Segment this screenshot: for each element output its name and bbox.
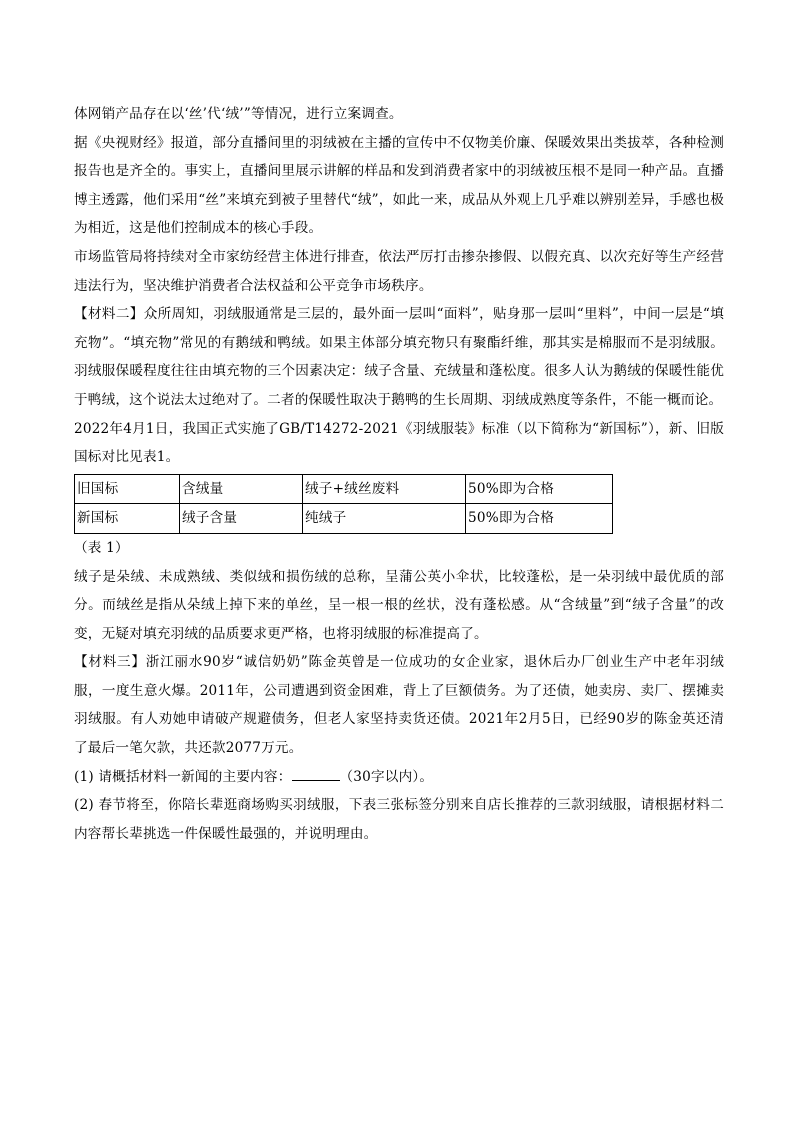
paragraph: 绒子是朵绒、未成熟绒、类似绒和损伤绒的总称，呈蒲公英小伞状，比较蓬松，是一朵羽绒中最优质的部分。而绒丝是指从朵绒上掉下来的单丝，呈一根一根的丝状，没有蓬松感。从“含绒量”到“绒子含量”的改变，无疑对填充羽绒的品质要求更严格，也将羽绒服的标准提高了。 (74, 568, 724, 642)
question-two: (2) 春节将至，你陪长辈逛商场购买羽绒服，下表三张标签分别来自店长推荐的三款羽绒服，请根据材料二内容帮长辈挑选一件保暖性最强的，并说明理由。 (74, 797, 724, 842)
question-one (74, 763, 724, 792)
paragraph-material-three: 【材料三】浙江丽水90岁“诚信奶奶”陈金英曾是一位成功的女企业家，退休后办厂创业生产中老年羽绒服，一度生意火爆。2011年，公司遭遇到资金困难，背上了巨额债务。为了还债，她卖房、卖厂、摆摊卖羽绒服。有人劝她申请破产规避债务，但老人家坚持卖货还债。2021年2月5日，已经90岁的陈金英还清了最后一笔欠款，共还款2077万元。 (74, 654, 724, 757)
table-caption: （表 1） (74, 539, 129, 556)
question-one-prefix: (1) 请概括材料一新闻的主要内容： (74, 768, 292, 785)
table-row (75, 504, 613, 534)
question-one-suffix: （30字以内）。 (339, 768, 434, 785)
table-cell: 含绒量 (180, 474, 303, 504)
table-cell: 纯绒子 (303, 504, 466, 534)
document-body (74, 100, 724, 848)
paragraph: 体网销产品存在以‘丝’代‘绒’”等情况，进行立案调查。 (74, 106, 403, 122)
table-cell: 旧国标 (75, 474, 180, 504)
paragraph: 2022年4月1日，我国正式实施了GB/T14272-2021《羽绒服装》标准（以下简称为“新国标”），新、旧版国标对比见表1。 (74, 420, 724, 466)
comparison-table (74, 474, 613, 534)
table-cell: 50%即为合格 (466, 474, 613, 504)
table-cell: 50%即为合格 (466, 504, 613, 534)
paragraph: 据《央视财经》报道，部分直播间里的羽绒被在主播的宣传中不仅物美价廉、保暖效果出类拔萃，各种检测报告也是齐全的。事实上，直播间里展示讲解的样品和发到消费者家中的羽绒被压根不是同一种产品。直播博主透露，他们采用“丝”来填充到被子里替代“绒”，如此一来，成品从外观上几乎难以辨别差异，手感也极为相近，这是他们控制成本的核心手段。 (74, 134, 724, 237)
table-row (75, 474, 613, 504)
table-cell: 绒子含量 (180, 504, 303, 534)
answer-blank[interactable] (292, 766, 340, 781)
paragraph-material-two: 【材料二】众所周知，羽绒服通常是三层的，最外面一层叫“面料”，贴身那一层叫“里料”，中间一层是“填充物”。“填充物”常见的有鹅绒和鸭绒。如果主体部分填充物只有聚酯纤维，那其实是棉服而不是羽绒服。羽绒服保暖程度往往由填充物的三个因素决定：绒子含量、充绒量和蓬松度。很多人认为鹅绒的保暖性能优于鸭绒，这个说法太过绝对了。二者的保暖性取决于鹅鸭的生长周期、羽绒成熟度等条件，不能一概而论。 (74, 306, 724, 408)
table-cell: 绒子+绒丝废料 (303, 474, 466, 504)
table-cell: 新国标 (75, 504, 180, 534)
paragraph: 市场监管局将持续对全市家纺经营主体进行排查，依法严厉打击掺杂掺假、以假充真、以次充好等生产经营违法行为，坚决维护消费者合法权益和公平竞争市场秩序。 (74, 248, 724, 294)
